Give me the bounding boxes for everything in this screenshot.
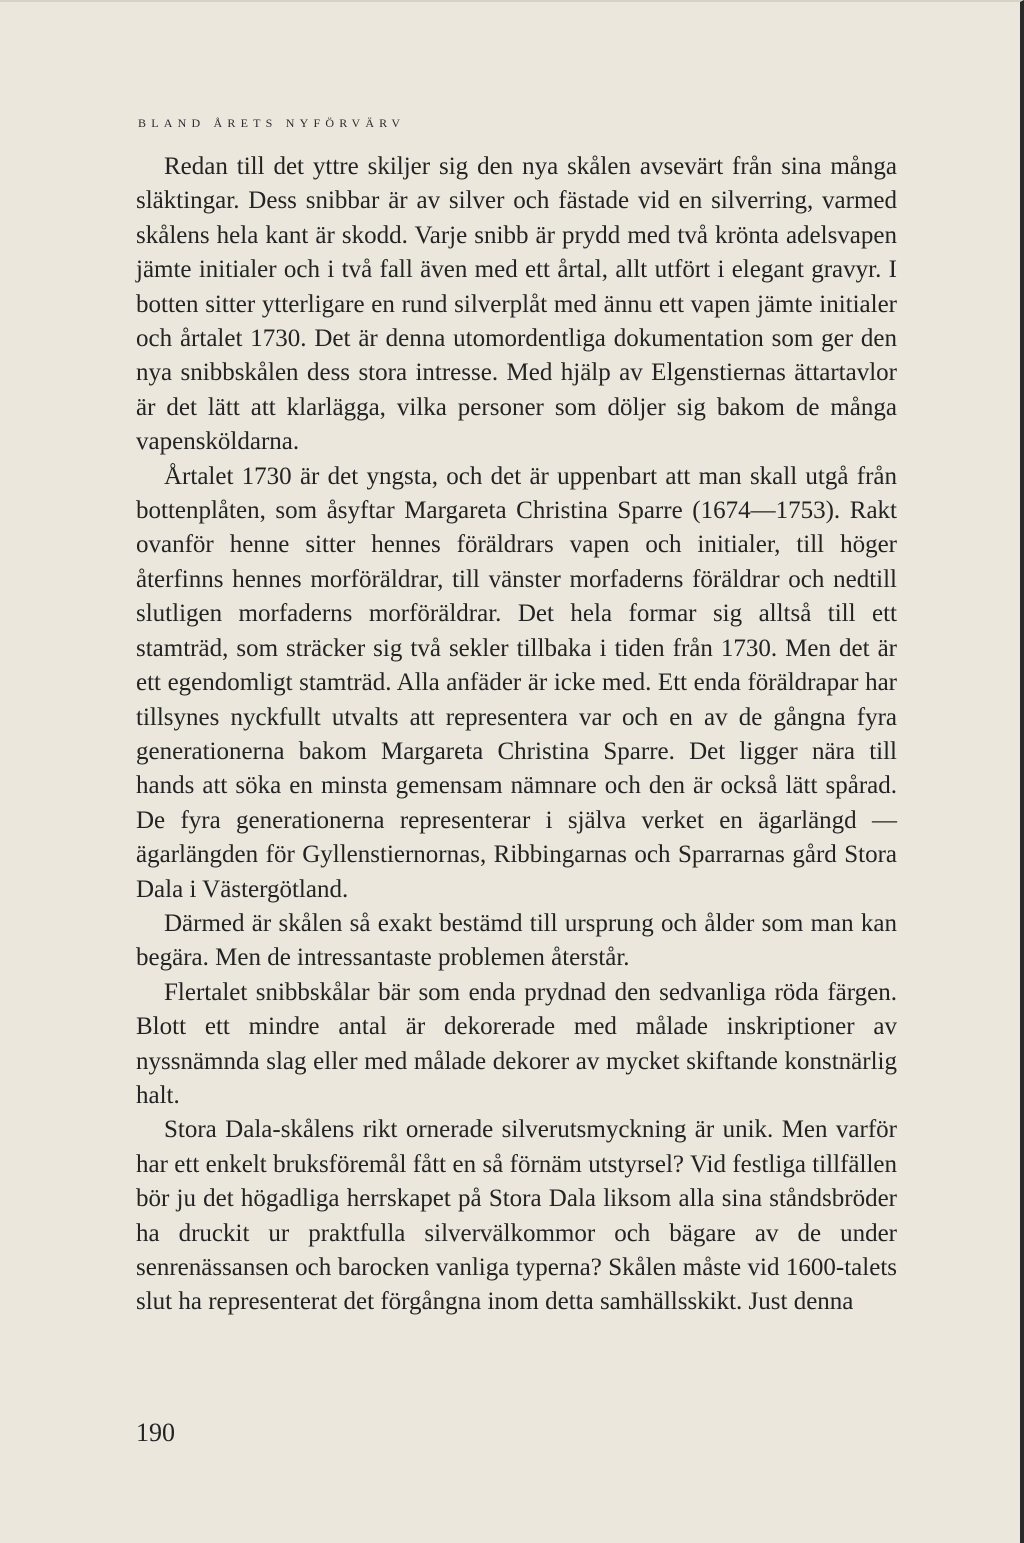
- body-text: [136, 150, 897, 1320]
- running-header: BLAND ÅRETS NYFÖRVÄRV: [138, 116, 406, 130]
- paragraph: Redan till det yttre skiljer sig den nya skålen avsevärt från sina många släktingar. Dess snibbar är av silver och fästade vid en silverring, varmed skålens hela kant är skodd. Varje snibb är prydd med två krönta adelsvapen jämte initialer och i två fall även med ett årtal, allt utfört i elegant gravyr. I botten sitter ytterligare en rund silverplåt med ännu ett vapen jämte initialer och årtalet 1730. Det är denna utomordentliga dokumentation som ger den nya snibbskålen dess stora intresse. Med hjälp av Elgenstiernas ättartavlor är det lätt att klarlägga, vilka personer som döljer sig bakom de många vapensköldarna.: [136, 153, 897, 456]
- paragraph: Därmed är skålen så exakt bestämd till ursprung och ålder som man kan begära. Men de intressantaste problemen återstår.: [136, 909, 897, 972]
- paragraph: Flertalet snibbskålar bär som enda prydnad den sedvanliga röda färgen. Blott ett mindre antal är dekorerade med målade inskriptioner av nyssnämnda slag eller med målade dekorer av mycket skiftande konstnärlig halt.: [136, 978, 897, 1109]
- paragraph: Årtalet 1730 är det yngsta, och det är uppenbart att man skall utgå från bottenplåten, som åsyftar Margareta Christina Sparre (1674—1753). Rakt ovanför henne sitter hennes föräldrars vapen och initialer, till höger återfinns hennes morföräldrar, till vänster morfaderns föräldrar och nedtill slutligen morfaderns morföräldrar. Det hela formar sig alltså till ett stamträd, som sträcker sig två sekler tillbaka i tiden från 1730. Men det är ett egendomligt stamträd. Alla anfäder är icke med. Ett enda föräldrapar har tillsynes nyckfullt utvalts att representera var och en av de gångna fyra generationerna bakom Margareta Christina Sparre. Det ligger nära till hands att söka en minsta gemensam nämnare och den är också lätt spårad. De fyra generationerna representerar i själva verket en ägarlängd — ägarlängden för Gyllenstiernornas, Ribbingarnas och Sparrarnas gård Stora Dala i Västergötland.: [136, 462, 897, 903]
- page-number: 190: [136, 1418, 175, 1447]
- paragraph: Stora Dala-skålens rikt ornerade silverutsmyckning är unik. Men varför har ett enkelt bruksföremål fått en så förnäm utstyrsel? Vid festliga tillfällen bör ju det högadliga herrskapet på Stora Dala liksom alla sina ståndsbröder ha druckit ur praktfulla silvervälkommor och bägare av de under senrenässansen och barocken vanliga typerna? Skålen måste vid 1600-talets slut ha representerat det förgångna inom detta samhällsskikt. Just denna: [136, 1116, 897, 1316]
